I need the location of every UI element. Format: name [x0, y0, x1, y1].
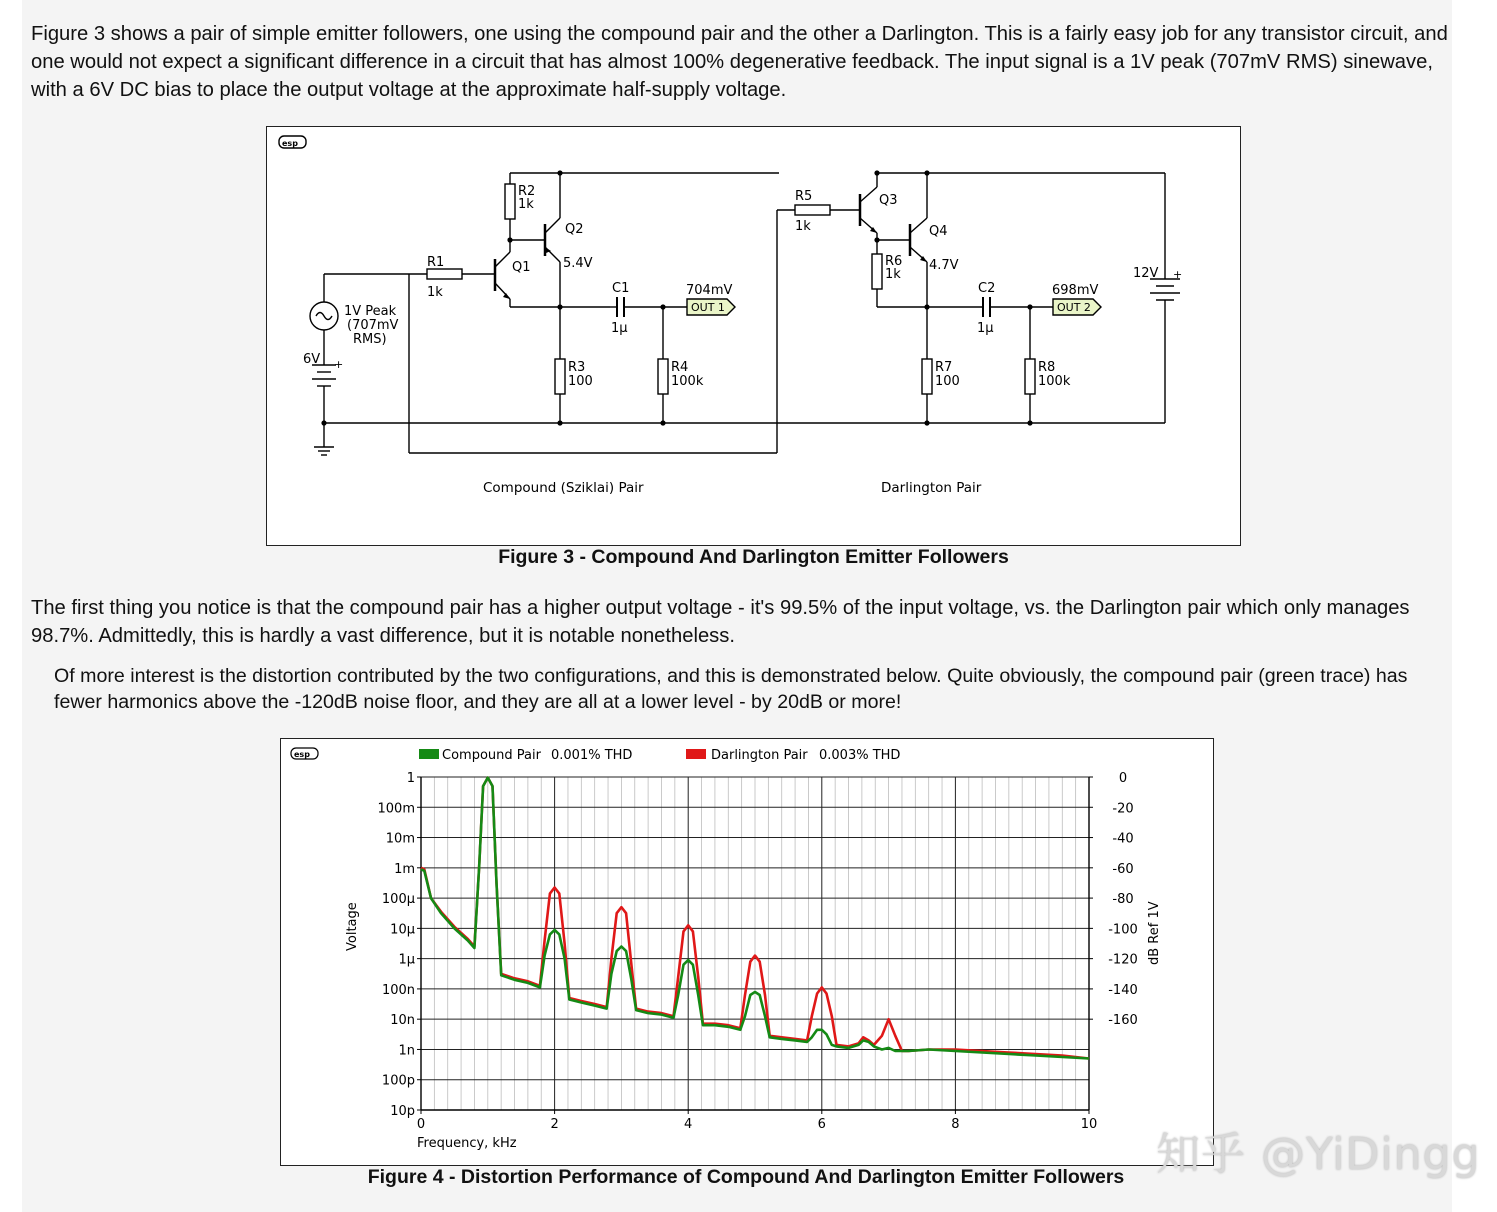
figure-4-caption: Figure 4 - Distortion Performance of Compound And Darlington Emitter Followers: [367, 1166, 1125, 1188]
r7-resistor: [922, 359, 932, 394]
label-q4-voltage: 4.7V: [929, 258, 959, 273]
distortion-paragraph: Of more interest is the distortion contributed by the two configurations, and this is demonstrated below. Quite obviously, the compound pair (green trace) has fewer harmonics above the -120dB noise floor, and they are all at a lower level - by 20dB or more!: [54, 665, 1408, 713]
x-tick-label: 4: [684, 1117, 693, 1132]
y-tick-label-right: 0: [1118, 771, 1128, 786]
y-axis-title-right: dB Ref 1V: [1147, 901, 1162, 965]
legend-darlington-label: Darlington Pair: [711, 748, 808, 763]
r8-resistor: [1025, 359, 1035, 394]
x-tick-label: 6: [817, 1117, 826, 1132]
figure-4-chart: [280, 738, 1214, 1166]
chart-grid: [421, 777, 1089, 1110]
label-q1: Q1: [512, 260, 531, 275]
y-tick-label-right: -80: [1112, 892, 1134, 908]
label-r6: R6: [885, 254, 903, 269]
label-out2: OUT 2: [1057, 301, 1091, 314]
legend-compound-swatch: [419, 749, 439, 759]
label-q4: Q4: [929, 224, 948, 239]
y-tick-label-right: -140: [1108, 982, 1138, 998]
x-axis-title: Frequency, kHz: [417, 1136, 517, 1151]
y-tick-label-left: 1: [406, 771, 415, 786]
y-tick-label-left: 100µ: [381, 892, 415, 908]
legend-darlington-swatch: [686, 749, 706, 759]
label-r7: R7: [935, 360, 953, 375]
label-out1-voltage: 704mV: [686, 283, 733, 298]
label-r6-value: 1k: [885, 267, 901, 282]
label-bias: 6V: [303, 352, 321, 367]
label-c1: C1: [612, 281, 630, 296]
label-q2-voltage: 5.4V: [563, 256, 593, 271]
label-bias-plus: +: [334, 358, 344, 371]
label-source-3: RMS): [353, 332, 387, 347]
y-axis-title-left: Voltage: [345, 902, 360, 951]
label-r2: R2: [518, 184, 536, 199]
label-out1: OUT 1: [691, 301, 725, 314]
r4-resistor: [658, 359, 668, 394]
x-tick-label: 0: [416, 1117, 426, 1132]
label-r2-value: 1k: [518, 197, 534, 212]
watermark: 知乎 @YiDingg: [1156, 1129, 1481, 1180]
legend-compound-label: Compound Pair: [442, 748, 541, 763]
y-tick-label-right: -40: [1112, 831, 1134, 847]
y-tick-label-left: 10m: [385, 831, 415, 847]
y-tick-label-right: -100: [1108, 922, 1138, 938]
y-tick-label-right: -120: [1108, 952, 1138, 968]
label-q2: Q2: [565, 222, 584, 237]
esp-logo-chart: esp: [294, 750, 310, 759]
label-r3-value: 100: [568, 374, 593, 389]
label-r1-value: 1k: [427, 285, 443, 300]
y-tick-label-right: -60: [1112, 861, 1134, 877]
label-c2: C2: [978, 281, 996, 296]
figure-3-caption: Figure 3 - Compound And Darlington Emitter Followers: [498, 546, 1009, 568]
r1-resistor: [427, 269, 462, 279]
y-tick-label-left: 10p: [390, 1104, 415, 1119]
x-tick-label: 8: [951, 1117, 960, 1132]
label-r7-value: 100: [935, 374, 960, 389]
label-c1-value: 1µ: [611, 321, 628, 336]
label-compound-pair: Compound (Sziklai) Pair: [483, 480, 644, 496]
y-tick-label-left: 100m: [377, 801, 415, 817]
label-supply: 12V: [1133, 266, 1159, 281]
y-tick-label-left: 10n: [390, 1013, 415, 1029]
r6-resistor: [872, 254, 882, 289]
x-tick-label: 2: [550, 1117, 559, 1132]
label-supply-plus: +: [1173, 268, 1183, 281]
label-r8-value: 100k: [1038, 374, 1071, 389]
esp-logo: esp: [282, 139, 298, 148]
label-source-2: (707mV: [347, 318, 399, 333]
label-c2-value: 1µ: [977, 321, 994, 336]
y-tick-label-left: 1n: [398, 1043, 415, 1059]
label-source-1: 1V Peak: [344, 304, 397, 319]
label-r4-value: 100k: [671, 374, 704, 389]
label-out2-voltage: 698mV: [1052, 283, 1099, 298]
label-r1: R1: [427, 255, 445, 270]
legend-compound-thd: 0.001% THD: [551, 748, 633, 763]
figure-3-schematic: [266, 126, 1241, 546]
label-r4: R4: [671, 360, 689, 375]
x-tick-label: 10: [1080, 1117, 1098, 1132]
chart-axes: [378, 771, 1138, 1132]
r2-resistor: [505, 184, 515, 219]
label-r8: R8: [1038, 360, 1056, 375]
r3-resistor: [555, 359, 565, 394]
legend-darlington-thd: 0.003% THD: [819, 748, 901, 763]
output-voltage-paragraph: The first thing you notice is that the compound pair has a higher output voltage - it's 99.5% of the input voltage, vs. the Darlington pair which only manages 98.7%. Admittedly, this is hardly a vast difference, but it is notable nonetheless.: [31, 597, 1410, 647]
label-darlington-pair: Darlington Pair: [881, 480, 982, 496]
label-r5: R5: [795, 189, 813, 204]
y-tick-label-left: 10µ: [390, 922, 415, 938]
intro-paragraph: Figure 3 shows a pair of simple emitter followers, one using the compound pair and the other a Darlington. This is a fairly easy job for any transistor circuit, and one would not expect a significant difference in a circuit that has almost 100% degenerative feedback. The input signal is a 1V peak (707mV RMS) sinewave, with a 6V DC bias to place the output voltage at the approximate half-supply voltage.: [31, 23, 1448, 101]
schematic-svg: [267, 127, 1240, 545]
y-tick-label-left: 100n: [381, 982, 415, 998]
y-tick-label-left: 1m: [394, 861, 415, 877]
y-tick-label-left: 100p: [381, 1073, 415, 1089]
y-tick-label-left: 1µ: [398, 952, 415, 968]
r5-resistor: [795, 205, 830, 215]
label-q3: Q3: [879, 193, 898, 208]
y-tick-label-right: -160: [1108, 1013, 1138, 1029]
label-r3: R3: [568, 360, 586, 375]
distortion-chart-svg: [281, 739, 1213, 1165]
y-tick-label-right: -20: [1112, 801, 1134, 817]
label-r5-value: 1k: [795, 219, 811, 234]
